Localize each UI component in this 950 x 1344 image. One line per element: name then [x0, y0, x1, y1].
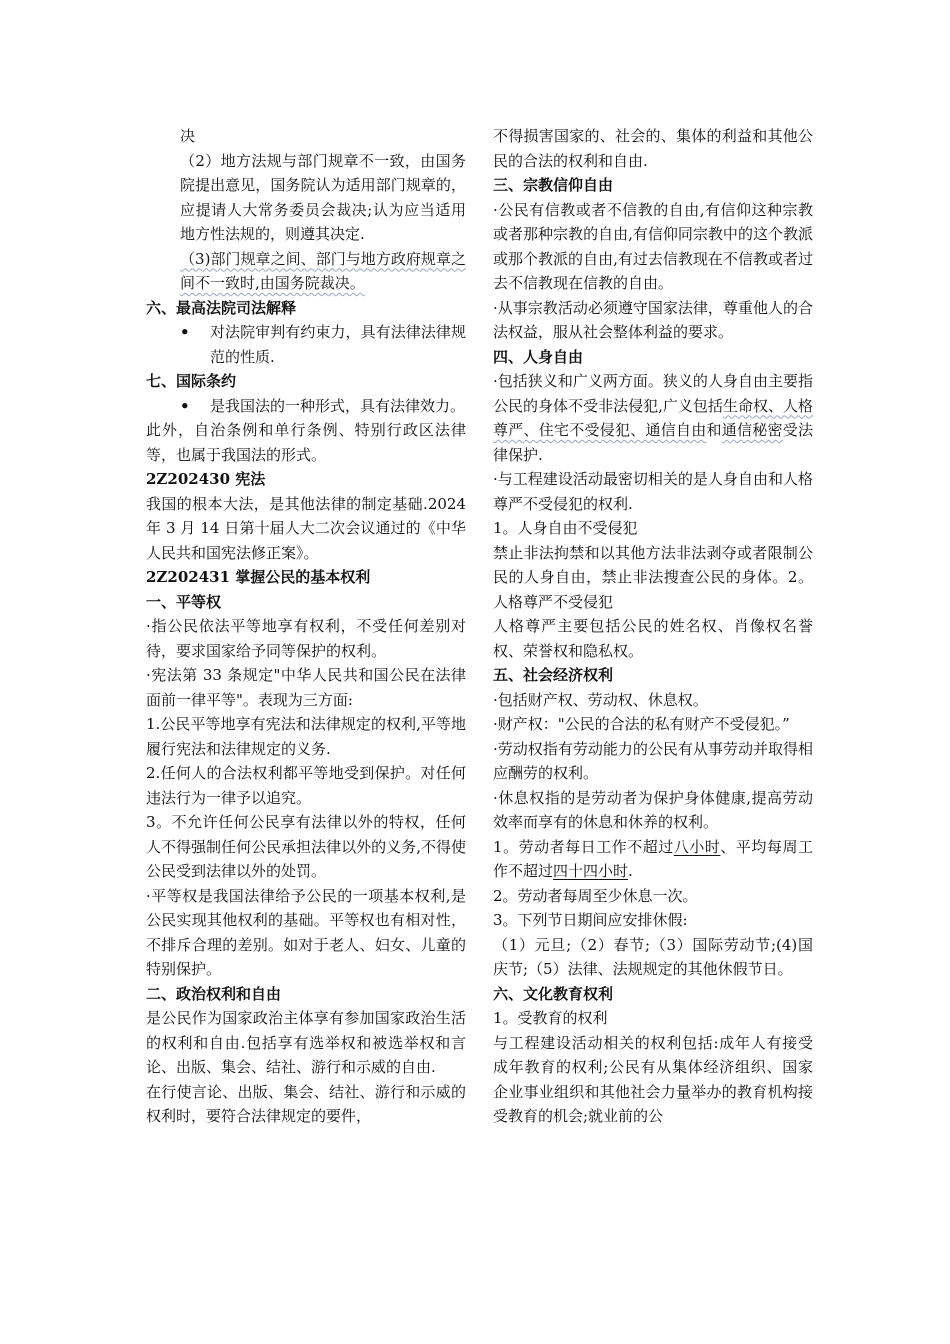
marked-text: 通信秘密 — [721, 421, 783, 439]
paragraph: 人格尊严主要包括公民的姓名权、肖像权名誉权、荣誉权和隐私权。 — [493, 617, 813, 660]
paragraph: ·指公民依法平等地享有权利，不受任何差别对待，要求国家给予同等保护的权利。 — [146, 617, 466, 660]
paragraph: 2.任何人的合法权利都平等地受到保护。对任何违法行为一律予以追究。 — [146, 764, 466, 807]
paragraph: （2）地方法规与部门规章不一致，由国务院提出意见，国务院认为适用部门规章的，应提请人大常务委员会裁决;认为应当适用地方性法规的，则遵其决定. — [180, 151, 466, 243]
paragraph: 3。下列节日期间应安排休假: — [493, 911, 688, 929]
subsection-heading: 二、政治权利和自由 — [146, 984, 282, 1003]
paragraph — [493, 835, 813, 884]
right-column — [493, 124, 813, 1129]
paragraph: ·包括财产权、劳动权、休息权。 — [493, 690, 708, 709]
text-run: 、平均每周工作不超过 — [493, 837, 813, 880]
paragraph: （3)部门规章之间、部门与地方政府规章之间不一致时,由国务院裁决。 — [180, 249, 466, 292]
text-run: . — [628, 862, 633, 880]
paragraph: 禁止非法拘禁和以其他方法非法剥夺或者限制公民的人身自由，禁止非法搜查公民的身体。2。人格尊严不受侵犯 — [493, 543, 813, 611]
paragraph: ·从事宗教活动必须遵守国家法律，尊重他人的合法权益，服从社会整体利益的要求。 — [493, 298, 813, 341]
text-run: 和 — [706, 421, 722, 439]
subsection-heading: 四、人身自由 — [493, 347, 584, 366]
paragraph: ·休息权指的是劳动者为保护身体健康,提高劳动效率而享有的休息和休养的权利。 — [493, 788, 813, 831]
section-heading: 七、国际条约 — [146, 372, 237, 390]
text-run: 1。劳动者每日工作不超过 — [493, 837, 674, 856]
bullet-text: 是我国法的一种形式，具有法律效力。 — [210, 396, 466, 415]
section-heading: 2Z202430 宪法 — [146, 470, 266, 488]
paragraph: 在行使言论、出版、集会、结社、游行和示威的权利时，要符合法律规定的要件， — [146, 1082, 466, 1125]
marked-text: 生命权、人格尊严、住宅不受侵犯、通信自由 — [493, 396, 813, 439]
subsection-heading: 一、平等权 — [146, 592, 222, 611]
bullet-icon: • — [180, 396, 190, 415]
paragraph: 2。劳动者每周至少休息一次。 — [493, 886, 698, 905]
underlined-text: 四十四小时 — [553, 862, 629, 880]
bullet-text: 对法院审判有约束力，具有法律法律规范的性质. — [210, 323, 466, 366]
paragraph: ·劳动权指有劳动能力的公民有从事劳动并取得相应酬劳的权利。 — [493, 739, 813, 782]
paragraph: 与工程建设活动相关的权利包括:成年人有接受成年教育的权利;公民有从集体经济组织、国家企业事业组织和其他社会力量举办的教育机构接受教育的机会;就业前的公 — [493, 1033, 813, 1125]
subsection-heading: 三、宗教信仰自由 — [493, 176, 614, 194]
paragraph: 1。受教育的权利 — [493, 1009, 608, 1027]
paragraph: 3。不允许任何公民享有法律以外的特权，任何人不得强制任何公民承担法律以外的义务,不得使公民受到法律以外的处罚。 — [146, 813, 466, 880]
paragraph: 此外，自治条例和单行条例、特别行政区法律等，也属于我国法的形式。 — [146, 421, 466, 464]
paragraph: 不得损害国家的、社会的、集体的利益和其他公民的合法的权利和自由. — [493, 127, 813, 170]
paragraph: 决 — [180, 127, 196, 145]
paragraph: ·宪法第 33 条规定"中华人民共和国公民在法律面前一律平等"。表现为三方面: — [146, 666, 466, 709]
paragraph: 1.公民平等地享有宪法和法律规定的权利,平等地履行宪法和法律规定的义务. — [146, 715, 466, 758]
paragraph: ·公民有信教或者不信教的自由,有信仰这种宗教或者那种宗教的自由,有信仰同宗教中的这个教派或那个教派的自由,有过去信教现在不信教或者过去不信教现在信教的自由。 — [493, 200, 813, 292]
paragraph: （1）元旦;（2）春节;（3）国际劳动节;(4)国庆节;（5）法律、法规规定的其他休假节日。 — [493, 935, 813, 978]
paragraph — [493, 369, 813, 467]
bullet-item — [146, 394, 466, 419]
section-heading: 2Z202431 掌握公民的基本权利 — [146, 568, 371, 586]
paragraph: ·与工程建设活动最密切相关的是人身自由和人格尊严不受侵犯的权利. — [493, 470, 813, 513]
paragraph: 是公民作为国家政治主体享有参加国家政治生活的权利和自由.包括享有选举权和被选举权和言论、出版、集会、结社、游行和示威的自由. — [146, 1009, 466, 1076]
bullet-icon: • — [180, 323, 190, 341]
subsection-heading: 六、文化教育权利 — [493, 984, 614, 1003]
paragraph: ·财产权："公民的合法的私有财产不受侵犯。” — [493, 715, 790, 733]
text-run: ·包括狭义和广义两方面。狭义的人身自由主要指公民的身体不受非法侵犯,广义包括 — [493, 372, 813, 415]
bullet-item — [146, 320, 466, 369]
section-heading: 六、最高法院司法解释 — [146, 298, 297, 317]
left-column — [146, 124, 466, 1129]
paragraph: 我国的根本大法，是其他法律的制定基础.2024 年 3 月 14 日第十届人大二次会议通过的《中华人民共和国宪法修正案》。 — [146, 494, 466, 562]
underlined-text: 八小时 — [673, 837, 721, 856]
paragraph: ·平等权是我国法律给予公民的一项基本权利,是公民实现其他权利的基础。平等权也有相对性，不排斥合理的差别。如对于老人、妇女、儿童的特别保护。 — [146, 886, 466, 978]
subsection-heading: 五、社会经济权利 — [493, 666, 614, 684]
paragraph: 1。人身自由不受侵犯 — [493, 519, 638, 537]
text-run: 受法律保护. — [493, 421, 813, 464]
